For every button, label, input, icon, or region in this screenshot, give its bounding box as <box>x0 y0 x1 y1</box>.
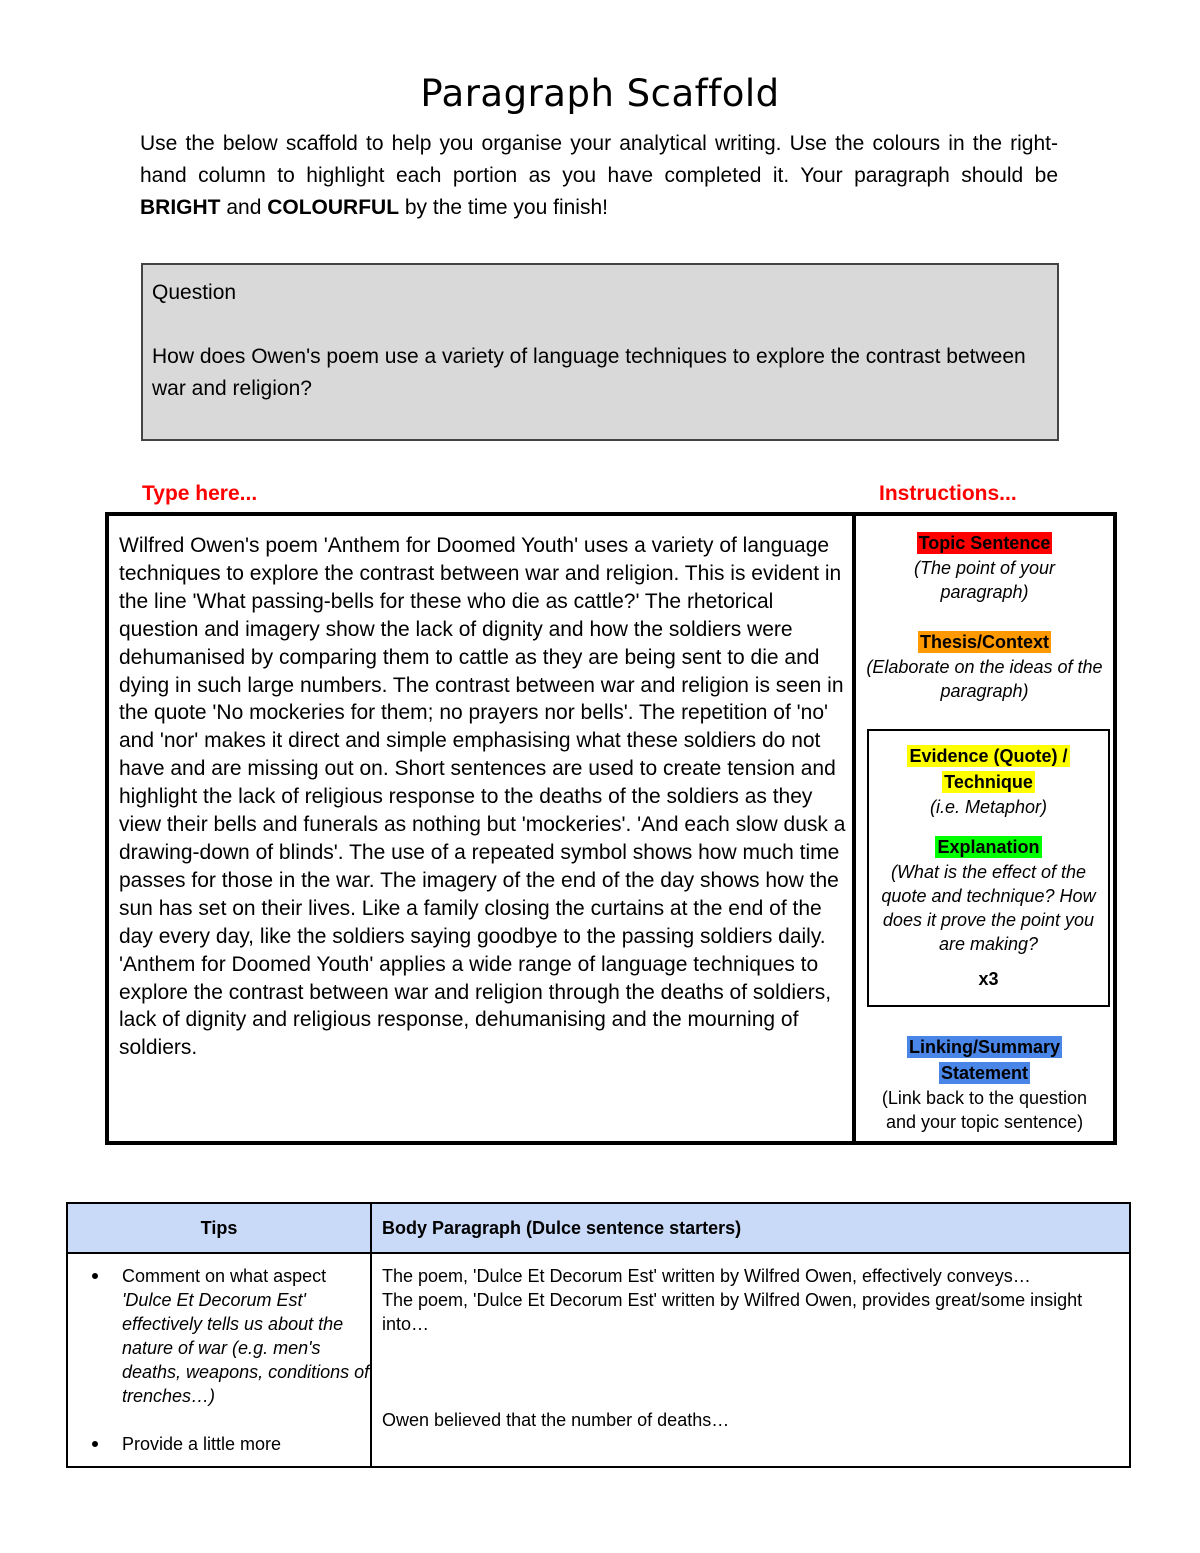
explanation-instruction <box>869 834 1108 956</box>
tip-lead: Comment on what aspect <box>122 1266 327 1286</box>
sentence-starter: The poem, 'Dulce Et Decorum Est' written by Wilfred Owen, provides great/some insight into… <box>382 1290 1083 1334</box>
tips-table-header <box>67 1203 1130 1253</box>
intro-colourful-word: COLOURFUL <box>267 196 400 219</box>
tip-item: Provide a little more <box>122 1432 370 1456</box>
tips-table <box>66 1202 1131 1468</box>
intro-text-end: by the time you finish! <box>399 196 608 219</box>
question-text: How does Owen's poem use a variety of language techniques to explore the contrast between war and religion? <box>152 345 1026 400</box>
tip-item <box>122 1264 370 1408</box>
body-paragraph-header: Body Paragraph (Dulce sentence starters) <box>371 1203 1130 1253</box>
instructions-label: Instructions... <box>879 482 1017 505</box>
sentence-starter: Owen believed that the number of deaths… <box>382 1410 730 1430</box>
linking-desc: (Link back to the question and your topic sentence) <box>881 1088 1088 1132</box>
linking-label-line2: Statement <box>940 1063 1029 1083</box>
question-box <box>141 263 1059 441</box>
explanation-desc: (What is the effect of the quote and technique? How does it prove the point you are making? <box>881 862 1096 954</box>
repeat-count: x3 <box>978 969 999 989</box>
table-row <box>67 1253 1130 1467</box>
paragraph-text-area[interactable]: Wilfred Owen's poem 'Anthem for Doomed Youth' uses a variety of language techniques to explore the contrast between war and religion. This is evident in the line 'What passing-bells for these who die as cattle?' The rhetorical question and imagery show the lack of dignity and how the soldiers were dehumanised by comparing them to cattle as they are being sent to die and dying in such large numbers. The contrast between war and religion is seen in the quote 'No mockeries for them; no prayers nor bells'. The repetition of 'no' and 'nor' makes it direct and simple emphasising what these soldiers do not have and are missing out on. Short sentences are used to create tension and highlight the lack of religious response to the deaths of the soldiers as they view their bells and funerals as nothing but 'mockeries'. 'And each slow dusk a drawing-down of blinds'. The use of a repeated symbol shows how much time passes for those in the war. The imagery of the end of the day shows how the sun has set on their lives. Like a family closing the curtains at the end of the day every day, like the soldiers saying goodbye to the passing soldiers daily. 'Anthem for Doomed Youth' applies a wide range of language techniques to explore the contrast between war and religion through the deaths of soldiers, lack of dignity and religious response, dehumanising and the mourning of soldiers. <box>119 534 846 1060</box>
sentence-starter: The poem, 'Dulce Et Decorum Est' written by Wilfred Owen, effectively conveys… <box>382 1266 1031 1286</box>
tips-header: Tips <box>67 1203 371 1253</box>
evidence-label-line2: Technique <box>944 772 1033 792</box>
topic-sentence-instruction <box>856 530 1113 604</box>
linking-label-line1: Linking/Summary <box>908 1037 1061 1057</box>
intro-text-start: Use the below scaffold to help you organise your analytical writing. Use the colours in the right-hand column to highlight each portion as you have completed it. Your paragraph should be <box>140 132 1058 187</box>
evidence-desc: (i.e. Metaphor) <box>929 797 1048 817</box>
linking-summary-instruction <box>856 1034 1113 1134</box>
topic-sentence-desc: (The point of your paragraph) <box>913 558 1056 602</box>
tips-cell <box>67 1253 371 1467</box>
intro-and: and <box>220 196 268 219</box>
scaffold-table <box>105 512 1117 1145</box>
evidence-explanation-box <box>867 729 1110 1007</box>
evidence-instruction <box>869 743 1108 819</box>
page-title: Paragraph Scaffold <box>420 72 780 115</box>
evidence-label-line1: Evidence (Quote) / <box>909 746 1068 766</box>
intro-bright-word: BRIGHT <box>140 196 221 219</box>
thesis-context-instruction <box>856 629 1113 703</box>
type-here-label: Type here... <box>142 482 258 505</box>
question-label: Question <box>152 281 237 304</box>
thesis-context-desc: (Elaborate on the ideas of the paragraph) <box>866 657 1103 701</box>
topic-sentence-label: Topic Sentence <box>918 533 1051 553</box>
tip-italic: 'Dulce Et Decorum Est' effectively tells us about the nature of war (e.g. men's deaths, weapons, conditions of trenches…) <box>122 1290 370 1406</box>
thesis-context-label: Thesis/Context <box>919 632 1050 652</box>
explanation-label: Explanation <box>937 837 1040 857</box>
sentence-starters-cell <box>371 1253 1130 1467</box>
intro-text <box>140 128 1058 224</box>
